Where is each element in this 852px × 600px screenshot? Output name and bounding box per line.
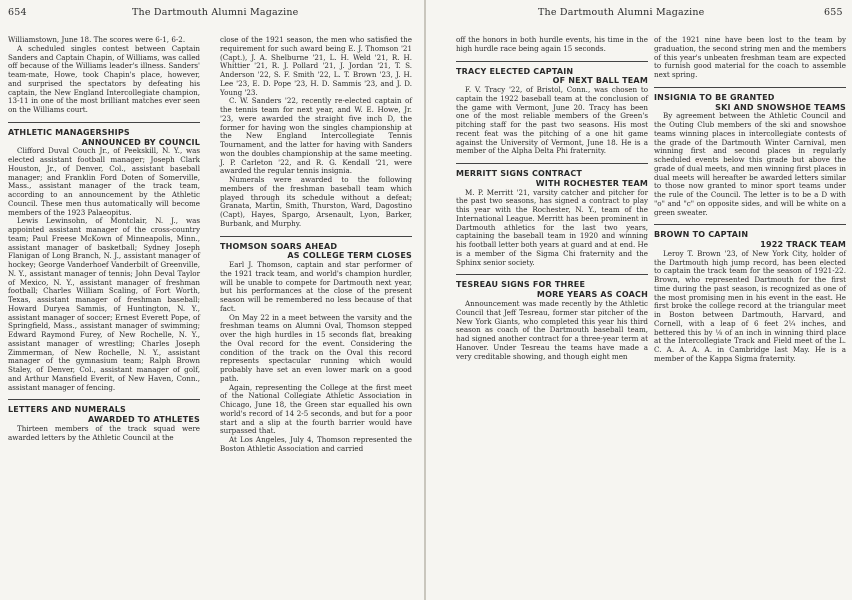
paragraph: Leroy T. Brown '23, of New York City, holder of the Dartmouth high jump record, has been elected to captain the track team for the season of 1921-22. Brown, who represented Dartmouth for the first time during the past season, is recognized as one of the most promising men in his event in the east. He first broke the college record at the triangular meet in Boston between Dartmouth, Harvard, and Cornell, with a leap of 6 feet 2¼ inches, and bettered this by ⅛ of an inch in winning third place at the Intercollegiate Track and Field meet of the L. C. A. A. A. A. in Cambridge last May. He is a member of the Kappa Sigma fraternity. <box>654 248 846 363</box>
section-rule <box>654 224 846 225</box>
article-heading-merritt-signs <box>456 169 648 189</box>
heading-line: WITH ROCHESTER TEAM <box>535 178 648 188</box>
section-rule <box>8 122 200 123</box>
heading-line: BROWN TO CAPTAIN <box>654 230 749 240</box>
paragraph: Announcement was made recently by the Athletic Council that Jeff Tesreau, former star pitcher of the New York Giants, who completed this year his third season as coach of the Dartmouth baseball team, had signed another contract for a three-year term at Hanover. Under Tesreau the teams have made a very creditable showing, and though eight men <box>456 299 648 361</box>
article-heading-thomson-soars <box>220 242 412 262</box>
heading-line: TRACY ELECTED CAPTAIN <box>456 66 574 76</box>
paragraph: M. P. Merritt '21, varsity catcher and pitcher for the past two seasons, has signed a contract to play this year with the Rochester, N. Y., team of the International League. Merritt has been prominent in Dartmouth athletics for the last two years, captaining the baseball team in 1920 and winning his football letter both years at guard and at end. He is a member of the Sigma Chi fraternity and the Sphinx senior society. <box>456 187 648 267</box>
heading-line: INSIGNIA TO BE GRANTED <box>654 92 775 102</box>
heading-line: OF NEXT BALL TEAM <box>552 76 648 86</box>
paragraph: of the 1921 nine have been lost to the team by graduation, the second string men and the members of this year's unbeaten freshman team are expected to furnish good material for the coach to assemble next spring. <box>654 35 846 79</box>
paragraph: Numerals were awarded to the following members of the freshman baseball team which played through its schedule without a defeat; Granata, Martin, Smith, Thurston, Ward, Dagostino (Capt), Hayes, Spargo, Arsenault, Lyon, Barker, Burbank, and Murphy. <box>220 175 412 228</box>
heading-line: THOMSON SOARS AHEAD <box>220 241 338 251</box>
article-heading-letters-and-numerals <box>8 405 200 425</box>
paragraph: close of the 1921 season, the men who satisfied the requirement for such award being E. J. Thomson '21 (Capt.), J. A. Shelburne '21, L. H. Weld '21, R. H. Whittier '21, R. J. Pollard '21, J. Jordan '21, T. S. Anderson '22, S. F. Smith '22, L. T. Brown '23, J. H. Lee '23, E. D. Pope '23, H. D. Sammis '23, and J. D. Young '23. <box>220 35 412 97</box>
left-column-2 <box>220 36 412 454</box>
heading-line: MERRITT SIGNS CONTRACT <box>456 169 583 179</box>
heading-line: AS COLLEGE TERM CLOSES <box>287 251 412 261</box>
article-heading-brown-captain <box>654 230 846 250</box>
section-rule <box>654 87 846 88</box>
paragraph: Lewis Lewinsohn, of Montclair, N. J., was appointed assistant manager of the cross-country team; Paul Freese McKown of Minneapolis, Minn., assistant manager of basketball; Sydney Joseph Flanigan of Long Branch, N. J., assistant manager of hockey; George Vanderhoef Vanderbilt of Greenville, N. Y., assistant manager of tennis; John Deval Taylor of Mexico, N. Y., assistant manager of freshman football; Charles William Scaling, of Fort Worth, Texas, assistant manager of freshman baseball; Howard Duryea Sammis, of Huntington, N. Y., assistant manager of soccer; Ernest Everett Pope, of Springfield, Mass., assistant manager of swimming; Edward Raymond Furey, of New Rochelle, N. Y., assistant manager of wrestling; Charles Joseph Zimmerman, of New Rochelle, N. Y., assistant manager of the gymnasium team; Ralph Brown Staley, of Denver, Col., assistant manager of golf, and Arthur Mansfield Everit, of New Haven, Conn., assistant manager of fencing. <box>8 216 200 392</box>
heading-line: ATHLETIC MANAGERSHIPS <box>8 127 130 137</box>
heading-line: SKI AND SNOWSHOE TEAMS <box>715 102 846 112</box>
heading-line: AWARDED TO ATHLETES <box>88 415 200 425</box>
paragraph: By agreement between the Athletic Council and the Outing Club members of the ski and snowshoe teams winning places in intercollegiate contests of the grade of the Dartmouth Winter Carnival, men winning first and second places in regularly scheduled events below this grade but above the grade of dual meets, and men winning first places in dual meets will hereafter be awarded letters similar to those now granted to minor sport teams under the rule of the Council. The letter is to be a D with "o" and "c" on opposite sides, and will be white on a green sweater. <box>654 111 846 217</box>
paragraph: A scheduled singles contest between Captain Sanders and Captain Chapin, of Williams, was called off because of the Williams leader's illness. Sanders' team-mate, Howe, took Chapin's place, however, and surprised the spectators by defeating his captain, the New England Intercollegiate champion, 13-11 in one of the most brilliant matches ever seen on the Williams court. <box>8 43 200 114</box>
paragraph: Williamstown, June 18. The scores were 6-1, 6-2. <box>8 35 186 44</box>
section-rule <box>456 274 648 275</box>
article-heading-tesreau-signs <box>456 280 648 300</box>
right-column-2 <box>654 36 846 364</box>
paragraph: At Los Angeles, July 4, Thomson represented the Boston Athletic Association and carried <box>220 435 412 453</box>
right-running-title: The Dartmouth Alumni Magazine <box>538 7 705 18</box>
article-heading-insignia-granted <box>654 93 846 113</box>
right-page <box>426 0 852 600</box>
paragraph: Earl J. Thomson, captain and star performer of the 1921 track team, and world's champion hurdler, will be unable to compete for Dartmouth next year, but his performances at the close of the present season will be remembered no less because of that fact. <box>220 260 412 313</box>
section-rule <box>220 236 412 237</box>
paragraph: Thirteen members of the track squad were awarded letters by the Athletic Council at the <box>8 423 200 442</box>
paragraph: Clifford Duval Couch Jr., of Peekskill, N. Y., was elected assistant football manager; Joseph Clark Houston, Jr., of Denver, Col., assistant baseball manager; and Franklin Ford Doten of Somerville, Mass., assistant manager of the track team, according to an announcement by the Athletic Council. These men thus automatically will become members of the 1923 Palaeopitus. <box>8 146 200 217</box>
left-running-title: The Dartmouth Alumni Magazine <box>132 7 299 18</box>
article-heading-athletic-managerships <box>8 128 200 148</box>
section-rule <box>456 61 648 62</box>
paragraph: F. V. Tracy '22, of Bristol, Conn., was chosen to captain the 1922 baseball team at the conclusion of the game with Vermont, June 20. Tracy has been one of the most reliable members of the Green's pitching staff for the past two seasons. His most recent feat was the pitching of a one hit game against the University of Vermont, June 18. He is a member of the Alpha Delta Phi fraternity. <box>456 85 648 156</box>
heading-line: ANNOUNCED BY COUNCIL <box>81 137 200 147</box>
heading-line: MORE YEARS AS COACH <box>536 290 648 300</box>
paragraph: On May 22 in a meet between the varsity and the freshman teams on Alumni Oval, Thomson stepped over the high hurdles in 15 seconds flat, breaking the Oval record for the event. Considering the condition of the track on the Oval this record represents spectacular running which would probably have set an even lower mark on a good path. <box>220 312 412 383</box>
heading-line: TESREAU SIGNS FOR THREE <box>456 280 586 290</box>
section-rule <box>456 163 648 164</box>
heading-line: 1922 TRACK TEAM <box>760 240 846 250</box>
paragraph: Again, representing the College at the first meet of the National Collegiate Athletic Association in Chicago, June 18, the Green star equalled his own world's record of 14 2-5 seconds, and but for a poor start and a slip at the fourth barrier would have surpassed that. <box>220 382 412 436</box>
paragraph: C. W. Sanders '22, recently re-elected captain of the tennis team for next year, and W. E. Howe, Jr. '23, were awarded the straight five inch D, the former for having won the singles championship at the New England Intercollegiate Tennis Tournament, and the latter for having with Sanders won the doubles championship at the same meeting. J. P. Carleton '22, and R. G. Kendall '21, were awarded the regular tennis insignia. <box>220 96 412 176</box>
heading-line: LETTERS AND NUMERALS <box>8 405 126 415</box>
left-column-1 <box>8 36 200 442</box>
right-column-1 <box>456 36 648 361</box>
paragraph: off the honors in both hurdle events, his time in the high hurdle race being again 15 seconds. <box>456 35 648 53</box>
left-page-number: 654 <box>8 7 27 18</box>
right-page-number: 655 <box>824 7 843 18</box>
left-page <box>0 0 424 600</box>
section-rule <box>8 399 200 400</box>
article-heading-tracy-elected <box>456 67 648 87</box>
